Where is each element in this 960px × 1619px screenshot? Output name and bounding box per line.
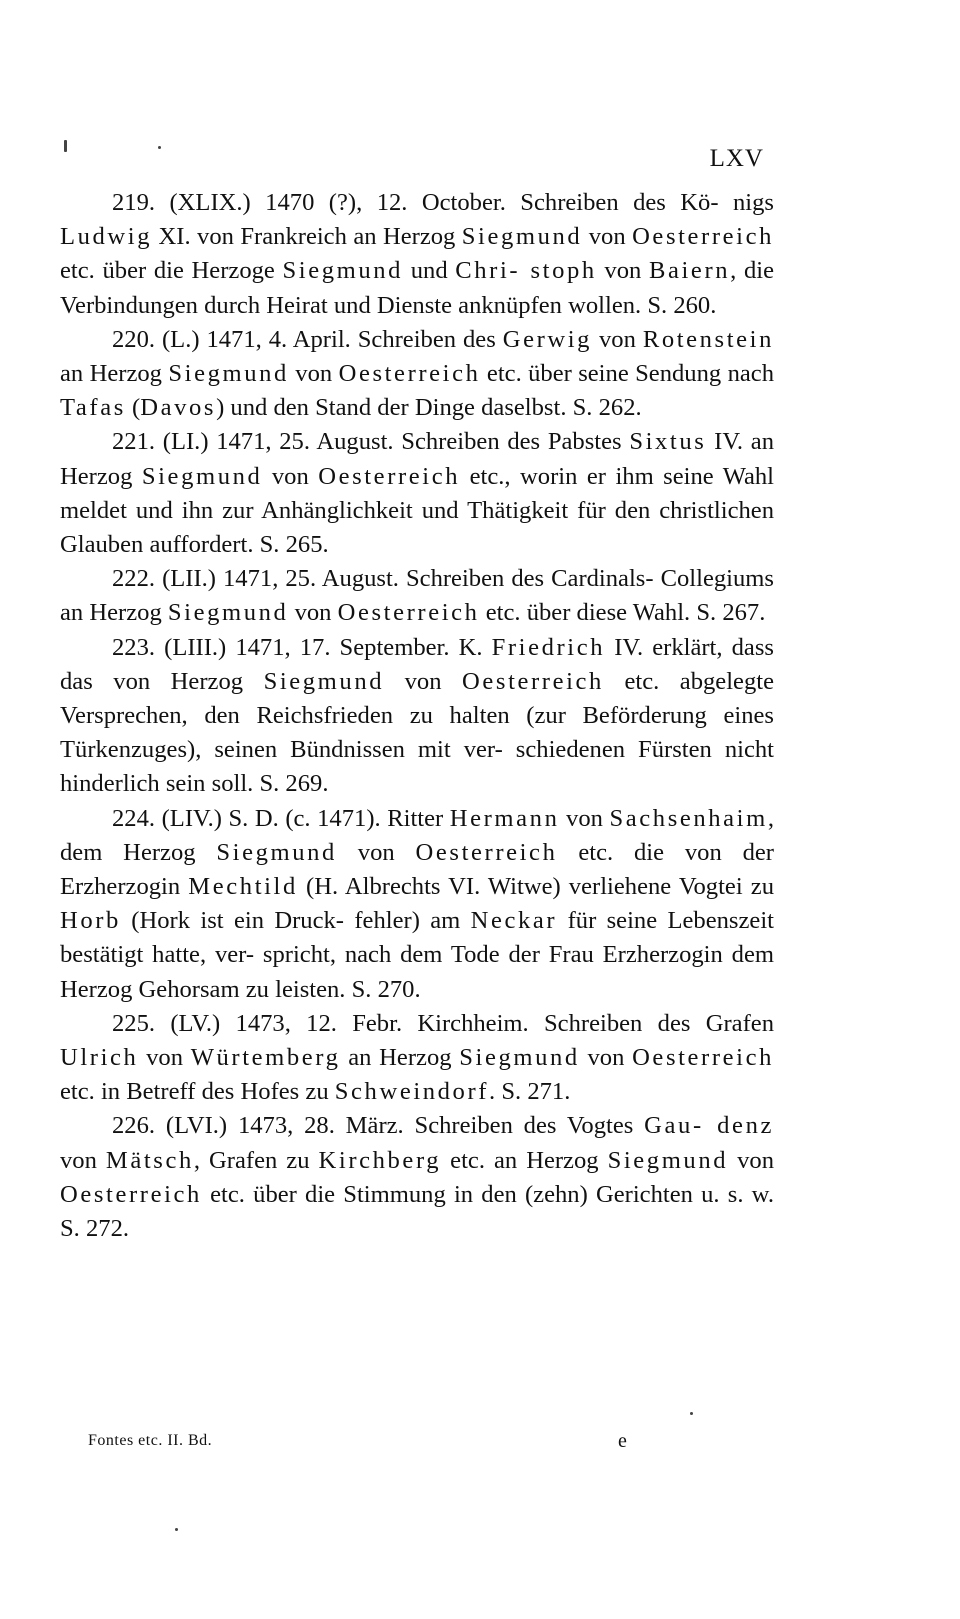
- entry-text: , dem Herzog: [60, 804, 775, 866]
- entry-text: (XLIX.) 1470 (?), 12. October. Schreiben des Kö- nigs: [169, 189, 774, 216]
- spaced-name: Tafas: [60, 394, 126, 422]
- entry-text: etc. über diese Wahl. S. 267.: [479, 599, 766, 627]
- scan-speck: [64, 140, 67, 152]
- spaced-name: Mätsch: [105, 1146, 194, 1174]
- entry-223: [60, 631, 774, 802]
- spaced-name: Siegmund: [607, 1146, 729, 1174]
- entry-text: an Herzog: [60, 360, 169, 388]
- entry-text: ) und den Stand der Dinge daselbst. S. 262.: [216, 394, 642, 422]
- entry-text: und: [403, 257, 456, 285]
- entry-224: [60, 802, 774, 1007]
- entry-text: von: [262, 462, 319, 490]
- entry-text: von: [596, 257, 649, 285]
- entry-text: , Grafen zu: [193, 1146, 319, 1174]
- scan-speck: [690, 1412, 693, 1415]
- entry-226: [60, 1109, 774, 1246]
- entry-222: [60, 562, 774, 630]
- entry-text: etc. über die Stimmung in den (zehn) Gerichten u. s. w. S. 272.: [60, 1180, 774, 1243]
- footer-sheet-mark: e: [618, 1430, 627, 1452]
- entry-text: (LI.) 1471, 25. August. Schreiben des Pabstes: [162, 428, 630, 456]
- spaced-name: Oesterreich: [318, 462, 461, 490]
- spaced-name: Ludwig: [60, 223, 153, 251]
- entry-number: 219.: [112, 189, 156, 216]
- entry-text: von: [336, 838, 416, 866]
- entry-text: (H. Albrechts VI. Witwe) verliehene Vogtei zu: [297, 873, 774, 901]
- entry-text: etc. über die Herzoge: [60, 257, 283, 285]
- spaced-name: Siegmund: [141, 462, 263, 490]
- spaced-name: Siegmund: [216, 838, 337, 866]
- spaced-name: Chri- stoph: [455, 257, 597, 285]
- entry-text: IV. erklärt, dass das von Herzog: [60, 633, 774, 695]
- entry-225: [60, 1007, 774, 1110]
- spaced-name: Oesterreich: [415, 838, 558, 866]
- entry-220: [60, 323, 774, 426]
- entry-text: etc. die von der Erzherzogin: [60, 838, 774, 901]
- entry-text: von: [60, 1146, 106, 1174]
- entry-text: etc. abgelegte Versprechen, den Reichsfrieden zu halten (zur Beförderung eines Türkenzuges), seinen Bündnissen mit ver- schiedenen Fürsten nicht hinderlich sein soll. S. 269.: [60, 667, 775, 798]
- spaced-name: Schweindorf: [334, 1078, 490, 1106]
- spaced-name: Würtemberg: [190, 1044, 341, 1072]
- spaced-name: Siegmund: [263, 667, 385, 695]
- spaced-name: Oesterreich: [60, 1180, 202, 1208]
- entry-text: etc., worin er ihm seine Wahl meldet und ihn zur Anhänglichkeit und Thätigkeit für den christlichen Glauben auffordert. S. 265.: [60, 462, 774, 559]
- entry-text: XI. von Frankreich an Herzog: [152, 223, 462, 251]
- spaced-name: Davos: [140, 394, 217, 422]
- spaced-name: Sixtus: [629, 428, 707, 456]
- spaced-name: Sachsenhaim: [609, 804, 768, 832]
- entry-text: (LIV.) S. D. (c. 1471). Ritter: [161, 804, 450, 832]
- spaced-name: Oesterreich: [632, 1044, 775, 1072]
- entry-number: 224.: [112, 804, 156, 832]
- spaced-name: Mechtild: [188, 873, 298, 901]
- entry-text: von: [138, 1044, 191, 1072]
- page-number: LXV: [709, 145, 764, 172]
- scan-speck: [175, 1528, 178, 1531]
- spaced-name: Ulrich: [60, 1044, 139, 1072]
- entry-number: 226.: [112, 1112, 156, 1140]
- entry-list: [60, 186, 774, 1246]
- spaced-name: Siegmund: [461, 223, 583, 251]
- entry-text: von: [288, 599, 338, 627]
- entry-text: für seine Lebenszeit bestätigt hatte, ver- spricht, nach dem Tode der Frau Erzherzogin dem Herzog Gehorsam zu leisten. S. 270.: [60, 907, 774, 1003]
- spaced-name: Hermann: [449, 804, 560, 832]
- spaced-name: Horb: [60, 907, 121, 935]
- entry-text: etc. an Herzog: [441, 1146, 608, 1174]
- entry-text: (LIII.) 1471, 17. September. K.: [164, 633, 492, 661]
- entry-text: (LVI.) 1473, 28. März. Schreiben des Vogtes: [165, 1112, 645, 1140]
- entry-text: von: [579, 1044, 633, 1072]
- spaced-name: Oesterreich: [462, 667, 604, 695]
- entry-text: von: [582, 223, 633, 251]
- scan-speck: [158, 146, 161, 149]
- spaced-name: Siegmund: [459, 1044, 580, 1072]
- entry-221: [60, 425, 774, 562]
- entry-text: von: [728, 1146, 775, 1174]
- entry-text: von: [592, 325, 643, 353]
- entry-number: 225.: [112, 1009, 156, 1037]
- entry-number: 223.: [112, 633, 156, 661]
- entry-text: von: [288, 360, 339, 388]
- entry-text: an Herzog: [340, 1044, 460, 1072]
- entry-text: (Hork ist ein Druck- fehler) am: [120, 907, 471, 935]
- spaced-name: Gau- denz: [644, 1112, 774, 1140]
- entry-text: (LV.) 1473, 12. Febr. Kirchheim. Schreiben des Grafen: [170, 1009, 774, 1037]
- spaced-name: Siegmund: [282, 257, 404, 285]
- entry-text: (L.) 1471, 4. April. Schreiben des: [161, 325, 503, 353]
- entry-text: . S. 271.: [489, 1078, 571, 1106]
- entry-text: von: [384, 667, 463, 695]
- entry-text: etc. in Betreff des Hofes zu: [60, 1078, 335, 1106]
- entry-text: etc. über seine Sendung nach: [480, 360, 775, 388]
- spaced-name: Siegmund: [168, 360, 289, 388]
- spaced-name: Friedrich: [491, 633, 606, 661]
- entry-number: 222.: [112, 565, 156, 593]
- spaced-name: Oesterreich: [338, 360, 481, 388]
- entry-219: [60, 186, 774, 323]
- spaced-name: Gerwig: [502, 325, 593, 353]
- spaced-name: Kirchberg: [318, 1146, 442, 1174]
- footer-signature-line: Fontes etc. II. Bd.: [88, 1432, 213, 1449]
- entry-text: , die Verbindungen durch Heirat und Dienste anknüpfen wollen. S. 260.: [60, 257, 774, 319]
- entry-text: von: [559, 804, 610, 832]
- spaced-name: Oesterreich: [337, 599, 480, 627]
- spaced-name: Siegmund: [167, 599, 289, 627]
- entry-text: (LII.) 1471, 25. August. Schreiben des Cardinals- Collegiums an Herzog: [60, 565, 774, 627]
- entry-text: IV. an Herzog: [60, 428, 774, 490]
- spaced-name: Rotenstein: [642, 325, 775, 353]
- entry-number: 221.: [112, 428, 156, 456]
- spaced-name: Neckar: [470, 907, 558, 935]
- spaced-name: Oesterreich: [632, 223, 775, 251]
- spaced-name: Baiern: [648, 257, 731, 285]
- entry-number: 220.: [112, 325, 156, 353]
- entry-text: (: [125, 394, 141, 422]
